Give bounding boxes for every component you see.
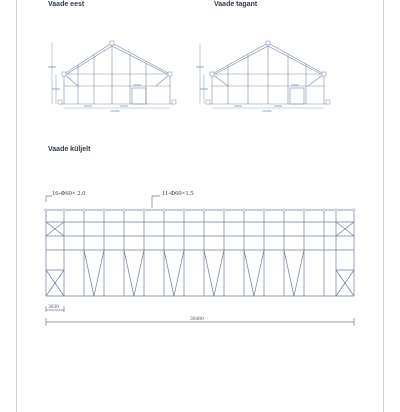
- back-view-title: Vaade tagant: [214, 1, 258, 8]
- back-dim-part-left: 4000: [234, 104, 242, 108]
- front-dim-total-width: 10000: [110, 109, 120, 113]
- back-dim-height-total: 5000: [196, 65, 204, 69]
- back-dim-height-main: 2500: [200, 87, 208, 91]
- front-dim-door: 3000: [133, 83, 141, 87]
- front-dim-height-main: 2500: [52, 87, 60, 91]
- front-dim-height-total: 5000: [48, 65, 56, 69]
- front-view-drawing: [50, 38, 190, 118]
- back-dim-total-width: 10000: [262, 109, 272, 113]
- side-dim-bay: 3030: [48, 304, 59, 310]
- front-view-title: Vaade eest: [48, 1, 85, 8]
- front-dim-part-left: 4000: [84, 104, 92, 108]
- callout-top-left: 16-Φ60× 2.0: [52, 190, 86, 197]
- callout-top-mid: 11-Φ60×1.5: [162, 190, 194, 197]
- side-view-drawing: [42, 180, 362, 330]
- side-view-title: Vaade küljelt: [48, 146, 91, 153]
- side-dim-total-length: 30480: [190, 316, 204, 322]
- front-dim-part-mid: 2000: [120, 104, 128, 108]
- back-dim-door: 3000: [291, 83, 299, 87]
- back-dim-part-mid: 2000: [274, 104, 282, 108]
- back-view-drawing: [196, 38, 336, 118]
